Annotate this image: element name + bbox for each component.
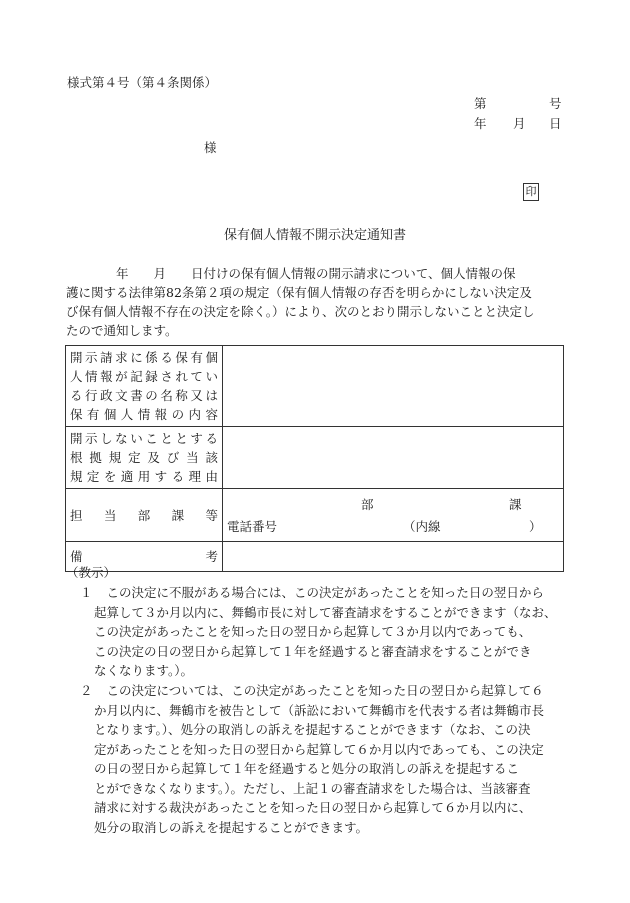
value-reason[interactable]	[223, 427, 564, 489]
form-label: 様式第４号（第４条関係）	[67, 75, 218, 90]
table-row-reason	[66, 427, 564, 489]
instruction-line: か月以内に、舞鶴市を被告として（訴訟において舞鶴市を代表する者は舞鶴市長	[94, 702, 545, 718]
label-line: 根拠規定及び当該	[70, 450, 218, 465]
label-line: 保有個人情報の内容	[70, 407, 218, 422]
seal-stamp-icon: 印	[523, 183, 539, 201]
instruction-line: 請求に対する裁決があったことを知った日の翌日から起算して６か月以内に、	[94, 800, 532, 815]
label-reason	[66, 427, 223, 489]
instruction-number: １	[80, 585, 93, 600]
instruction-line: 処分の取消しの訴えを提起することができます。	[94, 819, 369, 835]
date-day-label: 日	[549, 116, 562, 131]
label-line: 開示請求に係る保有個	[70, 350, 218, 365]
label-line: 人情報が記録されてい	[70, 369, 218, 384]
department-bu-label: 部	[361, 497, 374, 512]
instruction-line: とができなくなります。）。ただし、上記１の審査請求をした場合は、当該審査	[94, 780, 531, 796]
instruction-line: となります。）、処分の取消しの訴えを提起することができます（なお、この決	[94, 722, 531, 737]
document-title: 保有個人情報不開示決定通知書	[223, 228, 406, 243]
body-line: 護に関する法律第82条第２項の規定（保有個人情報の存否を明らかにしない決定及	[66, 285, 532, 300]
label-line: 担当部課等	[70, 507, 218, 523]
label-line: 開示しないこととする	[70, 431, 218, 446]
instruction-item	[80, 583, 564, 681]
phone-label: 電話番号	[227, 519, 278, 534]
body-line: たので通知します。	[66, 323, 178, 338]
instruction-number: ２	[80, 683, 93, 698]
date-month-label: 月	[513, 116, 526, 131]
instruction-item	[80, 681, 564, 837]
table-row-remarks	[66, 542, 564, 572]
label-department	[66, 489, 223, 542]
instruction-line: この決定があったことを知った日の翌日から起算して３か月以内であっても、	[94, 624, 532, 639]
body-line: び保有個人情報不存在の決定を除く。）により、次のとおり開示しないことと決定し	[66, 304, 535, 319]
instruction-line: 起算して３か月以内に、舞鶴市長に対して審査請求をすることができます（なお、	[94, 604, 557, 620]
value-remarks[interactable]	[223, 542, 564, 572]
instruction-line: この決定に不服がある場合には、この決定があったことを知った日の翌日から	[94, 585, 544, 600]
label-line: 備考	[70, 549, 218, 564]
table-row-department	[66, 489, 564, 542]
table-row-document-name	[66, 346, 564, 427]
doc-number-prefix: 第	[474, 96, 487, 111]
instruction-line: の日の翌日から起算して１年を経過すると処分の取消しの訴えを提起するこ	[94, 761, 520, 776]
label-line: る行政文書の名称又は	[70, 388, 218, 403]
body-line: 年 月 日付けの保有個人情報の開示請求について、個人情報の保	[66, 266, 516, 281]
recipient-honorific: 様	[204, 140, 217, 155]
label-line: 規定を適用する理由	[70, 469, 218, 484]
instruction-heading: （教示）	[66, 565, 117, 580]
extension-close: ）	[529, 519, 542, 534]
decision-detail-table	[65, 345, 564, 572]
notice-body	[66, 264, 563, 340]
instruction-line: この決定については、この決定があったことを知った日の翌日から起算して６	[94, 683, 544, 698]
value-department[interactable]	[223, 489, 564, 542]
date-year-label: 年	[474, 116, 487, 131]
doc-number-suffix: 号	[549, 96, 562, 111]
department-ka-label: 課	[509, 497, 522, 512]
instruction-line: なくなります。）。	[94, 663, 194, 678]
label-document-name	[66, 346, 223, 427]
value-document-name[interactable]	[223, 346, 564, 427]
extension-label: （内線	[403, 519, 441, 534]
instruction-line: この決定の日の翌日から起算して１年を経過すると審査請求をすることができ	[94, 643, 532, 659]
instruction-line: 定があったことを知った日の翌日から起算して６か月以内であっても、この決定	[94, 741, 544, 757]
